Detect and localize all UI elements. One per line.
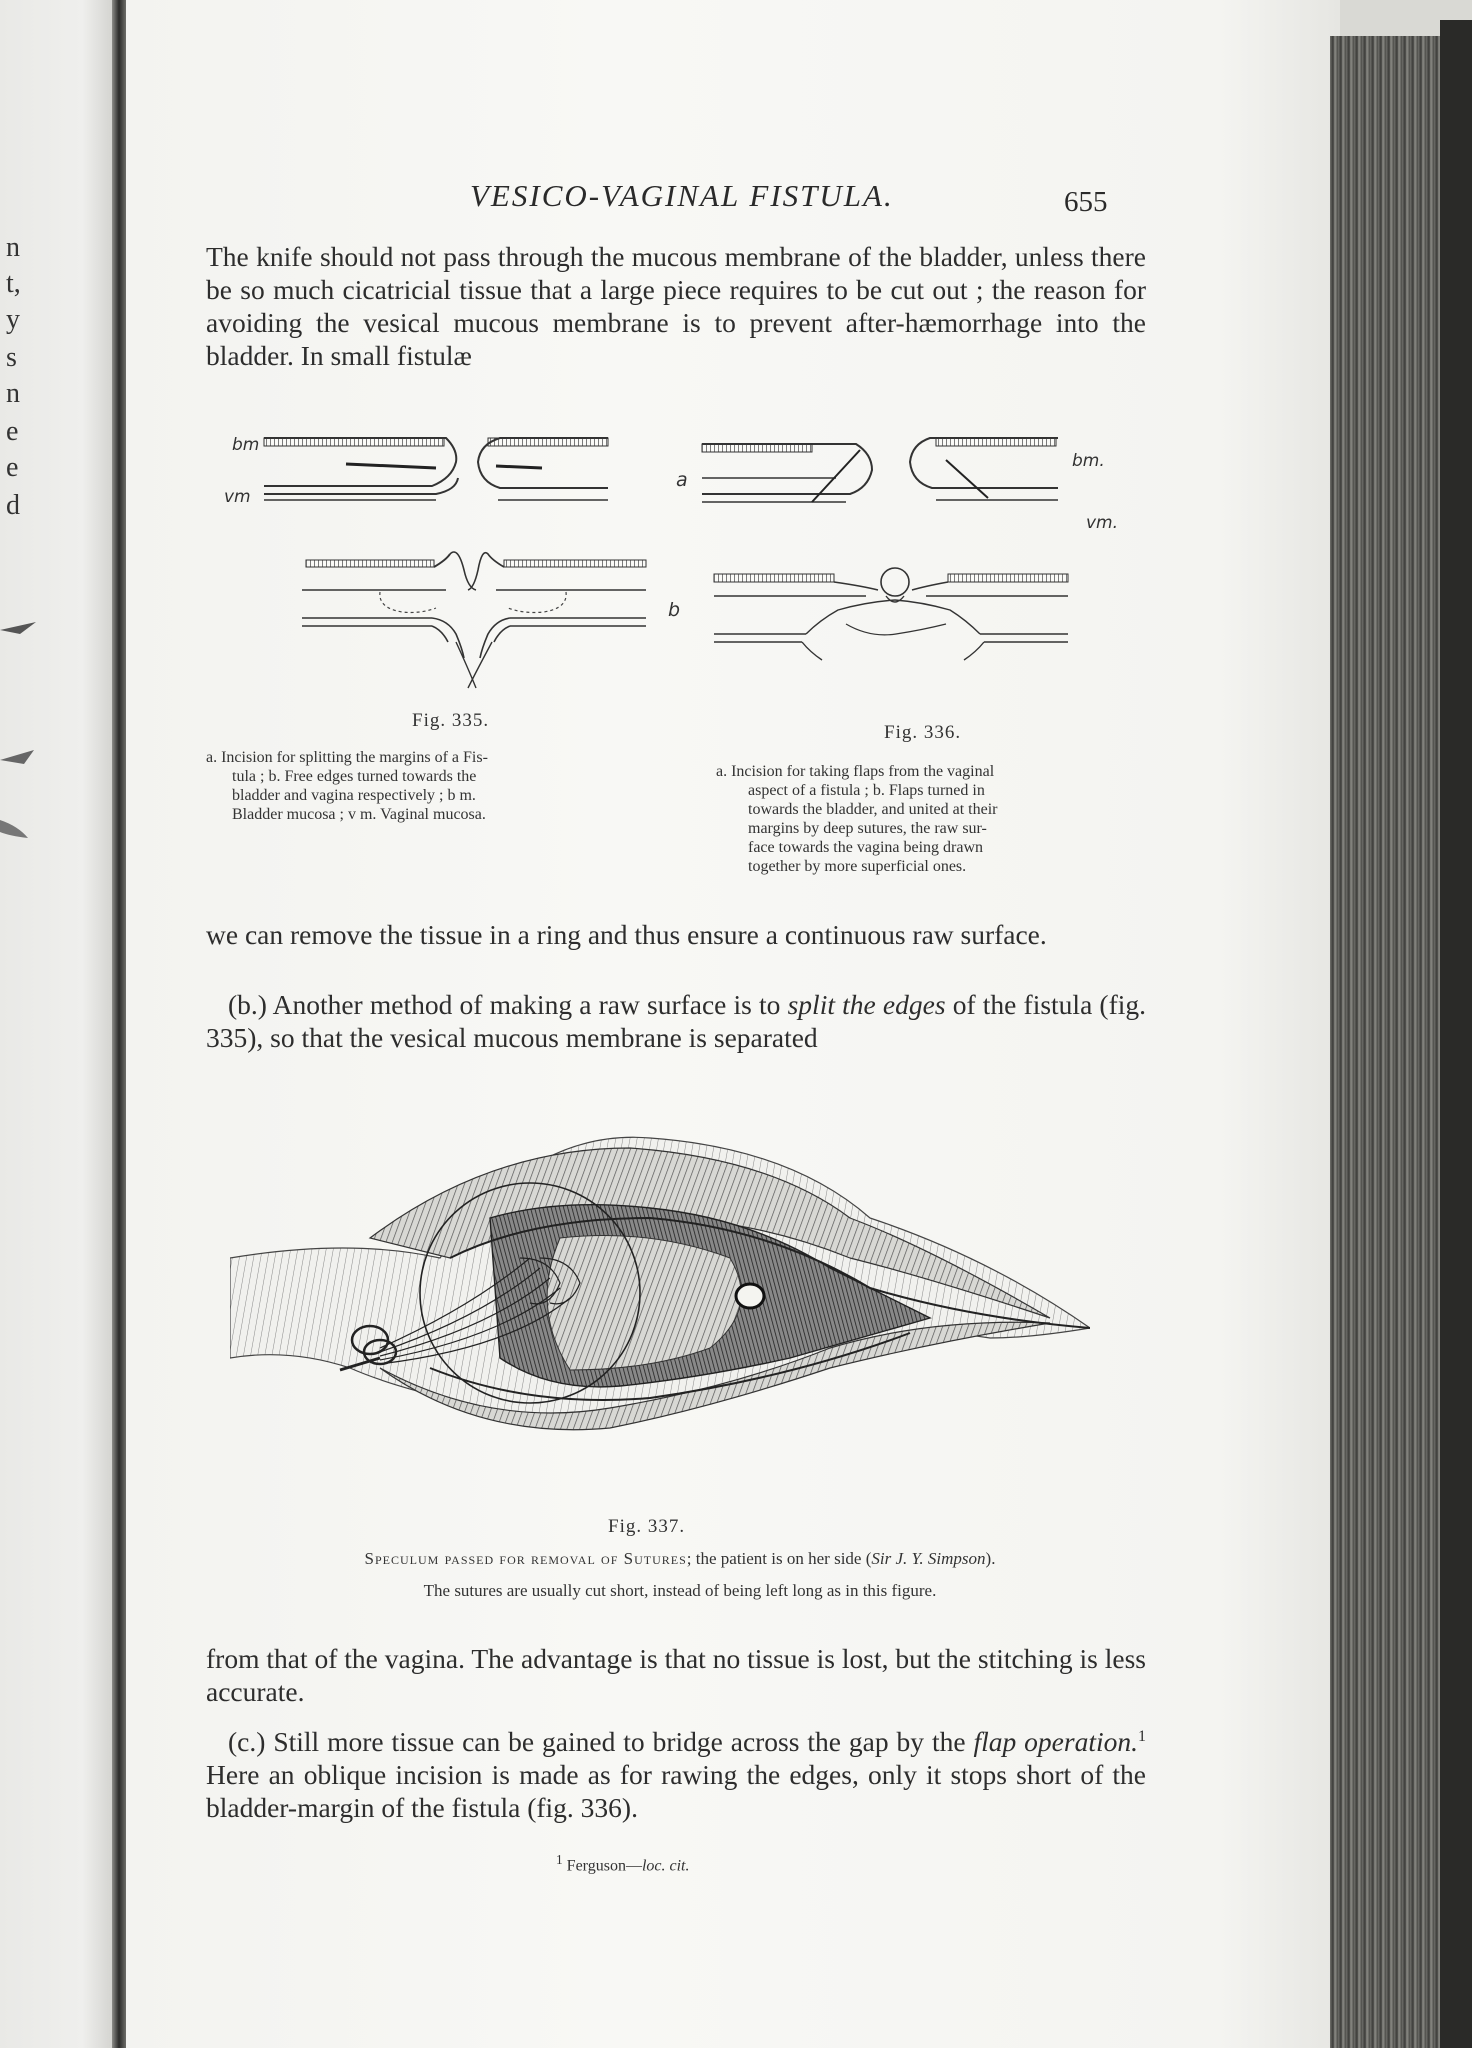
fragment: n — [6, 378, 20, 409]
caption-smallcaps: Speculum passed for removal of Sutures — [364, 1549, 687, 1568]
paragraph-5 — [206, 1720, 1146, 1824]
fig-335-caption — [206, 748, 646, 824]
fragment: e — [6, 416, 19, 447]
fragment: t, — [6, 268, 21, 299]
paragraph-3-text-b: of the fistula (fig. 335), so that the vesical mucous membrane is separated — [206, 989, 1147, 1053]
book-gutter — [112, 0, 126, 2048]
fig-335-a-right-piece — [478, 438, 608, 500]
caption-line: towards the bladder, and united at their — [748, 801, 998, 818]
caption-line: tula ; b. Free edges turned towards the — [232, 768, 477, 785]
fig-335-label-bm: bm — [232, 435, 260, 455]
footnote-marker: 1 — [556, 1852, 563, 1867]
fig-336-label-bm: bm. — [1072, 451, 1105, 471]
fig-335-a-left-piece — [264, 438, 458, 500]
caption-line: aspect of a fistula ; b. Flaps turned in — [748, 782, 985, 799]
paragraph-3-text-a: (b.) Another method of making a raw surface is to — [228, 989, 781, 1020]
previous-page-figure-fragment — [0, 600, 40, 860]
fig-337-label: Fig. 337. — [608, 1516, 686, 1537]
fig-336-label-vm: vm. — [1086, 513, 1119, 533]
paragraph-5-text-a: (c.) Still more tissue can be gained to bridge across the gap by the — [228, 1726, 966, 1758]
caption-line: together by more superficial ones. — [748, 858, 967, 875]
paragraph-5-emphasis: flap operation. — [973, 1726, 1138, 1758]
caption-line: bladder and vagina respectively ; b m. — [232, 787, 476, 804]
running-title: VESICO-VAGINAL FISTULA. — [470, 178, 894, 213]
caption-credit: Sir J. Y. Simpson — [871, 1549, 986, 1568]
paragraph-1-text: The knife should not pass through the mucous membrane of the bladder, unless there be so much cicatricial tissue that a large piece requires to be cut out ; the reason for avoiding the vesical mucous membrane is to prevent after-hæmorrhage into the bladder. In small fistulæ — [206, 241, 1146, 371]
fig-336-a-left-piece — [702, 444, 872, 502]
figure-337-engraving — [230, 1108, 1090, 1508]
fig-335-label-vm: vm — [224, 487, 251, 507]
page-number: 655 — [1064, 186, 1108, 218]
fig-336-a-right-piece — [910, 438, 1058, 500]
caption-line: margins by deep sutures, the raw sur- — [748, 820, 987, 837]
figure-335-336-diagrams — [206, 420, 1146, 720]
caption-line: Bladder mucosa ; v m. Vaginal mucosa. — [232, 806, 486, 823]
row-label-a: a — [676, 469, 688, 491]
fragment: e — [6, 452, 19, 483]
book-cover-edge — [1440, 20, 1472, 2048]
fig-337-caption-line-1 — [200, 1544, 1160, 1574]
caption-text: ; the patient is on her side ( — [686, 1549, 872, 1568]
caption-line: a. Incision for splitting the margins of a Fis- — [206, 749, 488, 766]
fragment: y — [6, 304, 20, 335]
caption-text: ). — [985, 1549, 996, 1568]
caption-line: face towards the vagina being drawn — [748, 839, 984, 856]
fragment: n — [6, 232, 20, 263]
footnote-reference[interactable]: 1 — [1137, 1728, 1146, 1745]
paragraph-2-text: we can remove the tissue in a ring and thus ensure a continuous raw surface. — [206, 919, 1047, 950]
footnote-ref: loc. cit. — [641, 1857, 690, 1875]
footnote — [556, 1852, 689, 1875]
fig-336-label: Fig. 336. — [884, 722, 962, 743]
fig-336-caption — [716, 762, 1156, 876]
fragment: s — [6, 342, 17, 373]
fragment: d — [6, 490, 20, 521]
fig-337-caption-line-2: The sutures are usually cut short, instead of being left long as in this figure. — [423, 1581, 937, 1600]
paragraph-5-text-b: Here an oblique incision is made as for rawing the edges, only it stops short of the bladder-margin of the fistula (fig. 336). — [206, 1759, 1146, 1824]
paragraph-4-text: from that of the vagina. The advantage is that no tissue is lost, but the stitching is less accurate. — [206, 1643, 1146, 1707]
paragraph-2 — [206, 918, 1146, 951]
paragraph-3-emphasis: split the edges — [787, 989, 946, 1020]
row-label-b: b — [668, 599, 681, 621]
footnote-author: Ferguson— — [566, 1857, 642, 1875]
caption-line: a. Incision for taking flaps from the vaginal — [716, 763, 995, 780]
fig-335-b-drawing — [302, 552, 646, 688]
fig-335-label: Fig. 335. — [412, 710, 490, 731]
paragraph-1 — [206, 240, 1146, 372]
fig-336-b-drawing — [714, 568, 1068, 660]
paragraph-3 — [206, 988, 1146, 1054]
paragraph-4 — [206, 1642, 1146, 1708]
